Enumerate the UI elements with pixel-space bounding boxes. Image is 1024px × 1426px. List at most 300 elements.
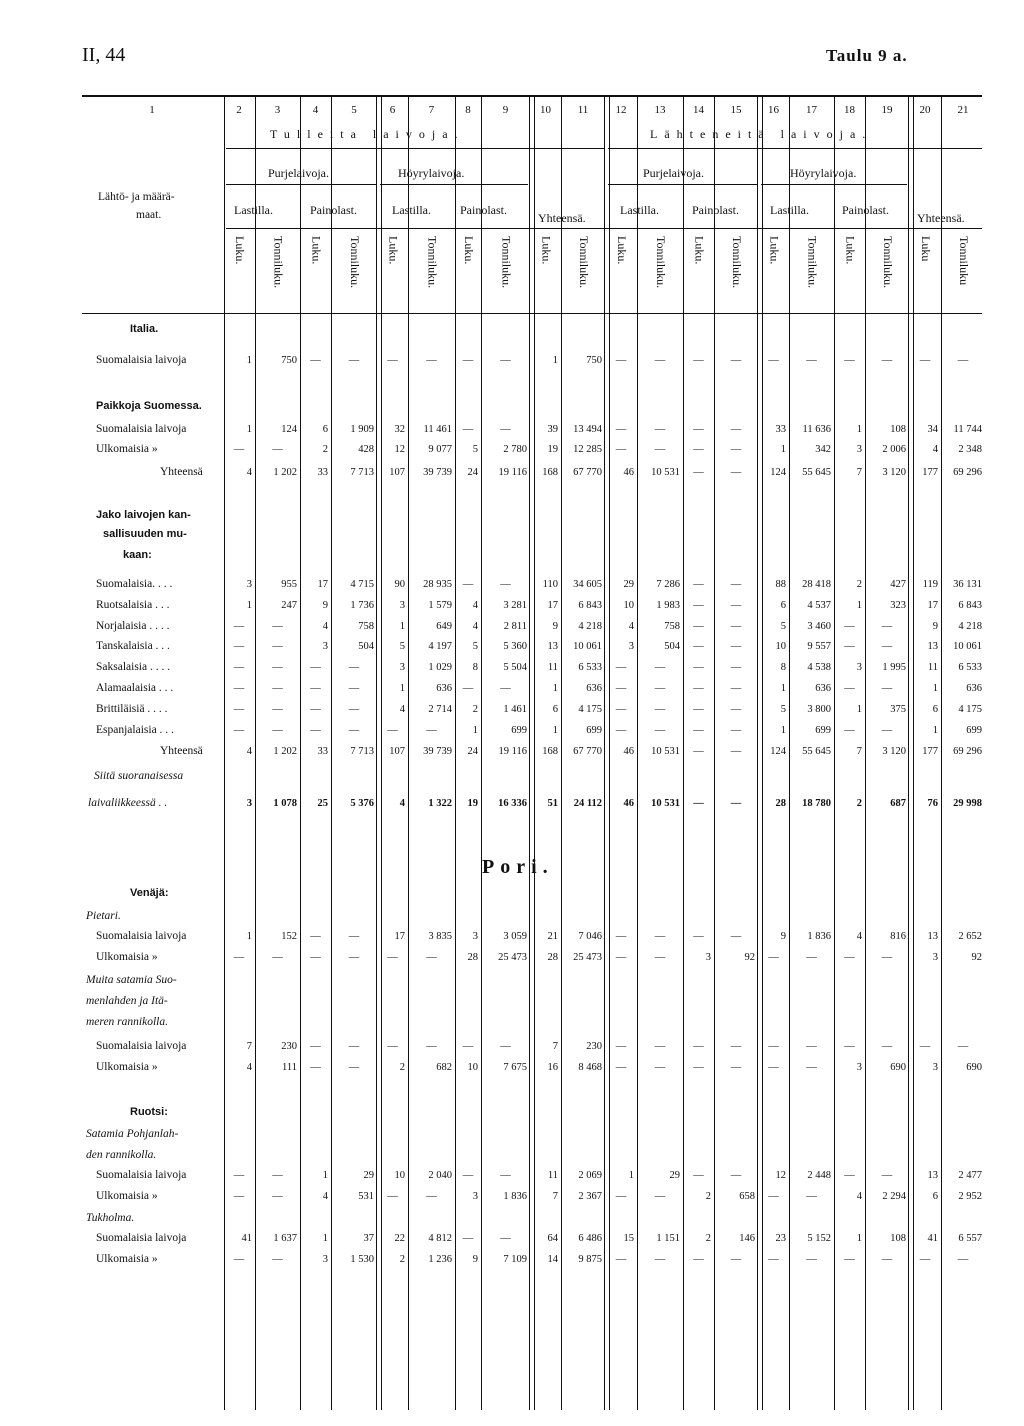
- table-cell: —: [387, 1041, 398, 1052]
- table-cell: 11: [547, 1170, 558, 1181]
- column-number: 13: [654, 104, 666, 116]
- cargo-subheader: Lastilla.: [620, 203, 659, 217]
- table-cell: —: [806, 1254, 817, 1265]
- table-cell: —: [693, 1041, 704, 1052]
- table-cell: 5 152: [807, 1233, 831, 1244]
- table-cell: —: [615, 444, 627, 455]
- table-cell: 28 418: [802, 579, 831, 590]
- table-cell: —: [272, 704, 283, 715]
- table-cell: 11: [927, 662, 938, 673]
- row-label: laivaliikkeessä . .: [88, 797, 168, 809]
- table-cell: —: [462, 683, 474, 694]
- table-cell: 1: [246, 424, 252, 435]
- table-cell: 375: [890, 704, 906, 715]
- table-cell: 1: [932, 725, 938, 736]
- table-cell: —: [654, 704, 666, 715]
- table-cell: —: [806, 1041, 817, 1052]
- table-cell: 124: [770, 746, 786, 757]
- table-cell: 39: [547, 424, 558, 435]
- table-cell: 2 714: [428, 704, 452, 715]
- table-cell: —: [844, 621, 855, 632]
- table-cell: 4 715: [350, 579, 374, 590]
- luku-header: Luku.: [309, 236, 324, 265]
- table-cell: 1 078: [273, 798, 297, 809]
- table-cell: —: [693, 1062, 704, 1073]
- table-cell: —: [881, 641, 893, 652]
- table-cell: 12: [775, 1170, 786, 1181]
- column-number: 7: [428, 104, 435, 116]
- table-cell: 750: [281, 355, 297, 366]
- table-cell: —: [348, 704, 360, 715]
- table-cell: —: [806, 355, 817, 366]
- table-cell: 4 175: [578, 704, 602, 715]
- table-cell: —: [693, 621, 704, 632]
- table-cell: 28 935: [423, 579, 452, 590]
- cargo-subheader: Painolast.: [310, 203, 357, 217]
- group-subheader: Yhteensä.: [538, 211, 586, 225]
- table-cell: 687: [890, 798, 906, 809]
- table-cell: 4 175: [958, 704, 982, 715]
- table-cell: 2 652: [958, 931, 982, 942]
- table-cell: 1 461: [503, 704, 527, 715]
- table-cell: 10 061: [953, 641, 982, 652]
- table-cell: 11: [547, 662, 558, 673]
- table-cell: —: [806, 1191, 817, 1202]
- cargo-subheader: Lastilla.: [234, 203, 273, 217]
- table-cell: 7 286: [656, 579, 680, 590]
- table-cell: —: [233, 662, 245, 673]
- table-cell: 1: [780, 444, 786, 455]
- cargo-subheader: Lastilla.: [392, 203, 431, 217]
- column-number: 20: [919, 104, 931, 116]
- table-cell: —: [730, 641, 742, 652]
- table-cell: —: [693, 641, 704, 652]
- column-number: 9: [502, 104, 509, 116]
- table-cell: —: [693, 444, 704, 455]
- row-label: Suomalaisia. . . .: [96, 578, 173, 590]
- table-cell: 17: [927, 600, 938, 611]
- table-cell: —: [957, 1254, 969, 1265]
- table-cell: —: [426, 1191, 437, 1202]
- table-cell: 24 112: [573, 798, 602, 809]
- table-cell: —: [881, 1254, 893, 1265]
- table-cell: 5 360: [503, 641, 527, 652]
- table-cell: 34: [927, 424, 938, 435]
- table-cell: 17: [394, 931, 405, 942]
- table-cell: 33: [775, 424, 786, 435]
- table-cell: 55 645: [802, 467, 831, 478]
- table-cell: 4: [322, 1191, 328, 1202]
- table-cell: 4: [932, 444, 938, 455]
- stub-header-line2: maat.: [136, 209, 162, 221]
- table-cell: 29 998: [953, 798, 982, 809]
- table-cell: 4: [472, 621, 478, 632]
- table-cell: —: [881, 1041, 893, 1052]
- table-cell: 3: [856, 1062, 862, 1073]
- row-label: Brittiläisiä . . . .: [96, 703, 168, 715]
- table-cell: —: [730, 1170, 742, 1181]
- table-cell: —: [310, 931, 321, 942]
- table-cell: —: [806, 1062, 817, 1073]
- table-cell: 2: [399, 1254, 405, 1265]
- table-cell: 67 770: [573, 746, 602, 757]
- table-cell: 1 736: [350, 600, 374, 611]
- table-cell: 3: [399, 662, 405, 673]
- table-cell: 119: [922, 579, 938, 590]
- luku-header: Luku.: [233, 236, 247, 265]
- table-cell: 7 046: [578, 931, 602, 942]
- table-cell: —: [693, 798, 704, 809]
- table-cell: —: [730, 355, 742, 366]
- table-cell: 46: [623, 798, 634, 809]
- table-cell: —: [730, 931, 742, 942]
- tonniluku-header: Tonniluku.: [348, 236, 362, 289]
- row-label: sallisuuden mu-: [103, 528, 187, 540]
- table-cell: —: [730, 600, 742, 611]
- row-label: Alamaalaisia . . .: [96, 682, 174, 694]
- table-cell: —: [730, 683, 742, 694]
- table-cell: 13: [927, 1170, 938, 1181]
- table-cell: —: [426, 952, 437, 963]
- table-cell: 955: [281, 579, 297, 590]
- table-cell: 1 236: [428, 1254, 452, 1265]
- table-cell: 16 336: [498, 798, 527, 809]
- table-cell: —: [654, 1254, 666, 1265]
- row-label: Ulkomaisia »: [96, 1253, 158, 1265]
- table-cell: 28: [775, 798, 786, 809]
- table-cell: —: [233, 952, 245, 963]
- table-cell: 24: [467, 746, 478, 757]
- table-cell: 428: [358, 444, 374, 455]
- table-cell: —: [881, 621, 893, 632]
- table-cell: 1 202: [273, 746, 297, 757]
- table-cell: 4: [246, 1062, 252, 1073]
- column-number: 17: [806, 104, 817, 116]
- table-cell: 1 530: [350, 1254, 374, 1265]
- table-cell: —: [693, 931, 704, 942]
- table-cell: —: [500, 355, 511, 366]
- column-number: 15: [730, 104, 742, 116]
- luku-header: Luku.: [462, 236, 476, 265]
- table-cell: 51: [547, 798, 558, 809]
- table-cell: —: [654, 952, 666, 963]
- table-cell: 636: [586, 683, 602, 694]
- table-cell: —: [693, 725, 704, 736]
- table-cell: —: [310, 683, 321, 694]
- table-cell: —: [387, 725, 398, 736]
- row-label: Ruotsi:: [130, 1106, 168, 1118]
- table-cell: —: [654, 444, 666, 455]
- table-cell: 5: [399, 641, 405, 652]
- cargo-subheader: Painolast.: [460, 203, 507, 217]
- table-cell: 4 218: [578, 621, 602, 632]
- table-cell: 6: [322, 424, 328, 435]
- table-cell: 7 675: [503, 1062, 527, 1073]
- table-cell: 682: [436, 1062, 452, 1073]
- table-cell: —: [730, 746, 742, 757]
- table-cell: 6 843: [958, 600, 982, 611]
- tonniluku-header: Tonniluku.: [805, 236, 820, 289]
- table-cell: —: [462, 1041, 474, 1052]
- table-cell: 41: [241, 1233, 252, 1244]
- table-cell: 13 494: [573, 424, 602, 435]
- table-cell: 690: [890, 1062, 906, 1073]
- table-cell: —: [426, 725, 437, 736]
- row-label: Pietari.: [86, 910, 121, 922]
- column-number: 8: [465, 104, 471, 116]
- table-cell: —: [768, 952, 779, 963]
- tonniluku-header: Tonniluku.: [425, 236, 440, 289]
- table-cell: 1: [552, 725, 558, 736]
- table-cell: 4: [856, 931, 862, 942]
- cargo-subheader: Painolast.: [692, 203, 739, 217]
- table-cell: 699: [586, 725, 602, 736]
- table-cell: 29: [669, 1170, 680, 1181]
- table-cell: 1: [628, 1170, 634, 1181]
- page-number: II, 44: [82, 44, 126, 66]
- table-cell: 342: [815, 444, 831, 455]
- table-cell: —: [387, 952, 398, 963]
- table-cell: —: [615, 952, 627, 963]
- table-cell: —: [919, 1254, 931, 1265]
- table-cell: 111: [282, 1062, 297, 1073]
- column-number: 1: [149, 104, 155, 116]
- table-cell: —: [654, 725, 666, 736]
- subgroup-rule-left-purje: [226, 184, 376, 185]
- row-label: Norjalaisia . . . .: [96, 620, 170, 632]
- table-cell: 758: [358, 621, 374, 632]
- table-cell: 25 473: [498, 952, 527, 963]
- table-cell: 1 322: [428, 798, 452, 809]
- table-cell: 1: [246, 355, 252, 366]
- table-cell: —: [348, 1062, 360, 1073]
- table-cell: 3: [705, 952, 711, 963]
- table-cell: 25 473: [573, 952, 602, 963]
- table-cell: —: [730, 424, 742, 435]
- table-cell: —: [310, 704, 321, 715]
- table-cell: —: [233, 641, 245, 652]
- table-cell: —: [272, 621, 283, 632]
- table-cell: —: [310, 952, 321, 963]
- table-cell: 9: [780, 931, 786, 942]
- table-cell: —: [615, 1191, 627, 1202]
- row-label: Ulkomaisia »: [96, 443, 158, 455]
- row-label: Satamia Pohjanlah-: [86, 1128, 179, 1140]
- table-cell: 108: [890, 424, 906, 435]
- table-cell: —: [348, 931, 360, 942]
- luku-header: Luku.: [615, 236, 629, 265]
- table-cell: 10 531: [651, 746, 680, 757]
- luku-header: Luku: [919, 236, 933, 262]
- table-cell: —: [654, 1191, 666, 1202]
- table-cell: 7: [856, 467, 862, 478]
- table-cell: 10: [467, 1062, 478, 1073]
- group-subheader: Höyrylaivoja.: [790, 166, 857, 180]
- table-cell: 2 040: [428, 1170, 452, 1181]
- table-cell: 69 296: [953, 746, 982, 757]
- table-cell: 3: [246, 798, 252, 809]
- table-cell: —: [881, 952, 893, 963]
- table-cell: —: [348, 1041, 360, 1052]
- table-cell: 2: [856, 798, 862, 809]
- luku-header: Luku.: [386, 236, 401, 265]
- table-cell: 750: [586, 355, 602, 366]
- column-number: 19: [881, 104, 893, 116]
- table-cell: 13: [547, 641, 558, 652]
- column-number: 12: [615, 104, 627, 116]
- table-cell: 21: [547, 931, 558, 942]
- table-cell: —: [348, 952, 360, 963]
- table-cell: 7 713: [350, 746, 374, 757]
- table-cell: 8 468: [578, 1062, 602, 1073]
- table-cell: 4 218: [958, 621, 982, 632]
- tulleita-rule: [226, 148, 604, 149]
- table-cell: —: [730, 798, 742, 809]
- table-cell: 1: [472, 725, 478, 736]
- table-cell: —: [693, 355, 704, 366]
- table-cell: 1: [780, 683, 786, 694]
- table-cell: —: [730, 579, 742, 590]
- table-cell: 1: [246, 931, 252, 942]
- row-label: Venäjä:: [130, 887, 169, 899]
- table-cell: —: [500, 1233, 511, 1244]
- table-cell: 34 605: [573, 579, 602, 590]
- row-label: den rannikolla.: [86, 1149, 157, 1161]
- table-cell: —: [615, 725, 627, 736]
- row-label: Jako laivojen kan-: [96, 509, 191, 521]
- row-label: Italia.: [130, 323, 159, 335]
- table-cell: —: [615, 1041, 627, 1052]
- table-cell: —: [233, 621, 245, 632]
- table-cell: 7 109: [503, 1254, 527, 1265]
- table-cell: —: [844, 725, 855, 736]
- table-cell: 1: [856, 1233, 862, 1244]
- row-label: Tanskalaisia . . .: [96, 640, 170, 652]
- table-cell: —: [233, 725, 245, 736]
- table-cell: 758: [664, 621, 680, 632]
- table-cell: —: [272, 725, 283, 736]
- group-subheader: Purjelaivoja.: [643, 166, 704, 180]
- table-cell: 3: [322, 641, 328, 652]
- table-cell: —: [693, 683, 704, 694]
- table-cell: 17: [317, 579, 328, 590]
- table-cell: 247: [281, 600, 297, 611]
- table-cell: 9: [552, 621, 558, 632]
- table-cell: 24: [467, 467, 478, 478]
- table-cell: —: [768, 1062, 779, 1073]
- row-label: Yhteensä: [160, 745, 203, 757]
- table-cell: —: [500, 683, 511, 694]
- table-cell: —: [730, 662, 742, 673]
- table-cell: 3 120: [882, 467, 906, 478]
- table-cell: 230: [586, 1041, 602, 1052]
- table-cell: 168: [542, 467, 558, 478]
- table-cell: 2 780: [503, 444, 527, 455]
- table-cell: —: [768, 1254, 779, 1265]
- table-cell: 19 116: [498, 467, 527, 478]
- table-cell: 10: [623, 600, 634, 611]
- row-label: Ruotsalaisia . . .: [96, 599, 170, 611]
- luku-header: Luku.: [767, 236, 782, 265]
- subgroup-rule-left-hoyry: [380, 184, 528, 185]
- table-cell: 69 296: [953, 467, 982, 478]
- table-cell: 14: [547, 1254, 558, 1265]
- table-cell: —: [693, 579, 704, 590]
- lahteneita-rule: [608, 148, 982, 149]
- table-cell: 690: [966, 1062, 982, 1073]
- table-cell: 816: [890, 931, 906, 942]
- table-cell: —: [272, 641, 283, 652]
- column-number: 14: [693, 104, 704, 116]
- table-cell: 124: [281, 424, 297, 435]
- row-label: Espanjalaisia . . .: [96, 724, 174, 736]
- table-cell: 4: [399, 704, 405, 715]
- row-label: Suomalaisia laivoja: [96, 1169, 187, 1181]
- table-cell: 9 557: [807, 641, 831, 652]
- table-cell: 699: [511, 725, 527, 736]
- table-cell: 531: [358, 1191, 374, 1202]
- table-cell: —: [500, 424, 511, 435]
- table-cell: 10 531: [651, 467, 680, 478]
- table-cell: 9: [472, 1254, 478, 1265]
- table-cell: 4: [322, 621, 328, 632]
- table-cell: 3: [856, 444, 862, 455]
- table-cell: 2: [705, 1191, 711, 1202]
- table-cell: 1 202: [273, 467, 297, 478]
- table-cell: —: [730, 467, 742, 478]
- table-cell: —: [387, 355, 398, 366]
- table-cell: 8: [780, 662, 786, 673]
- table-cell: 32: [394, 424, 405, 435]
- table-cell: —: [615, 424, 627, 435]
- table-cell: —: [844, 641, 855, 652]
- table-cell: 1 909: [350, 424, 374, 435]
- group-subheader: Yhteensä.: [917, 211, 965, 225]
- table-cell: 6: [932, 704, 938, 715]
- table-cell: 7 713: [350, 467, 374, 478]
- table-cell: —: [730, 444, 742, 455]
- column-number: 21: [957, 104, 969, 116]
- table-cell: 2: [705, 1233, 711, 1244]
- table-cell: 90: [394, 579, 405, 590]
- table-cell: 427: [890, 579, 906, 590]
- table-cell: —: [730, 621, 742, 632]
- table-cell: 1: [552, 355, 558, 366]
- stub-header-line1: Lähtö- ja määrä-: [98, 191, 175, 203]
- table-cell: 108: [890, 1233, 906, 1244]
- table-cell: —: [654, 1041, 666, 1052]
- luku-header: Luku.: [692, 236, 707, 265]
- table-cell: 3 835: [428, 931, 452, 942]
- table-cell: 3: [246, 579, 252, 590]
- table-cell: —: [693, 1170, 704, 1181]
- table-cell: 19: [467, 798, 478, 809]
- table-cell: 124: [770, 467, 786, 478]
- table-cell: —: [462, 1170, 474, 1181]
- table-cell: —: [730, 725, 742, 736]
- row-label: Suomalaisia laivoja: [96, 423, 187, 435]
- table-cell: 9 077: [428, 444, 452, 455]
- table-cell: 2 348: [958, 444, 982, 455]
- table-cell: 2 477: [958, 1170, 982, 1181]
- table-cell: —: [233, 1254, 245, 1265]
- table-cell: —: [768, 355, 779, 366]
- table-cell: —: [310, 355, 321, 366]
- tonniluku-header: Tonniluku.: [730, 236, 744, 289]
- table-cell: —: [693, 662, 704, 673]
- table-cell: —: [654, 424, 666, 435]
- table-cell: 6: [780, 600, 786, 611]
